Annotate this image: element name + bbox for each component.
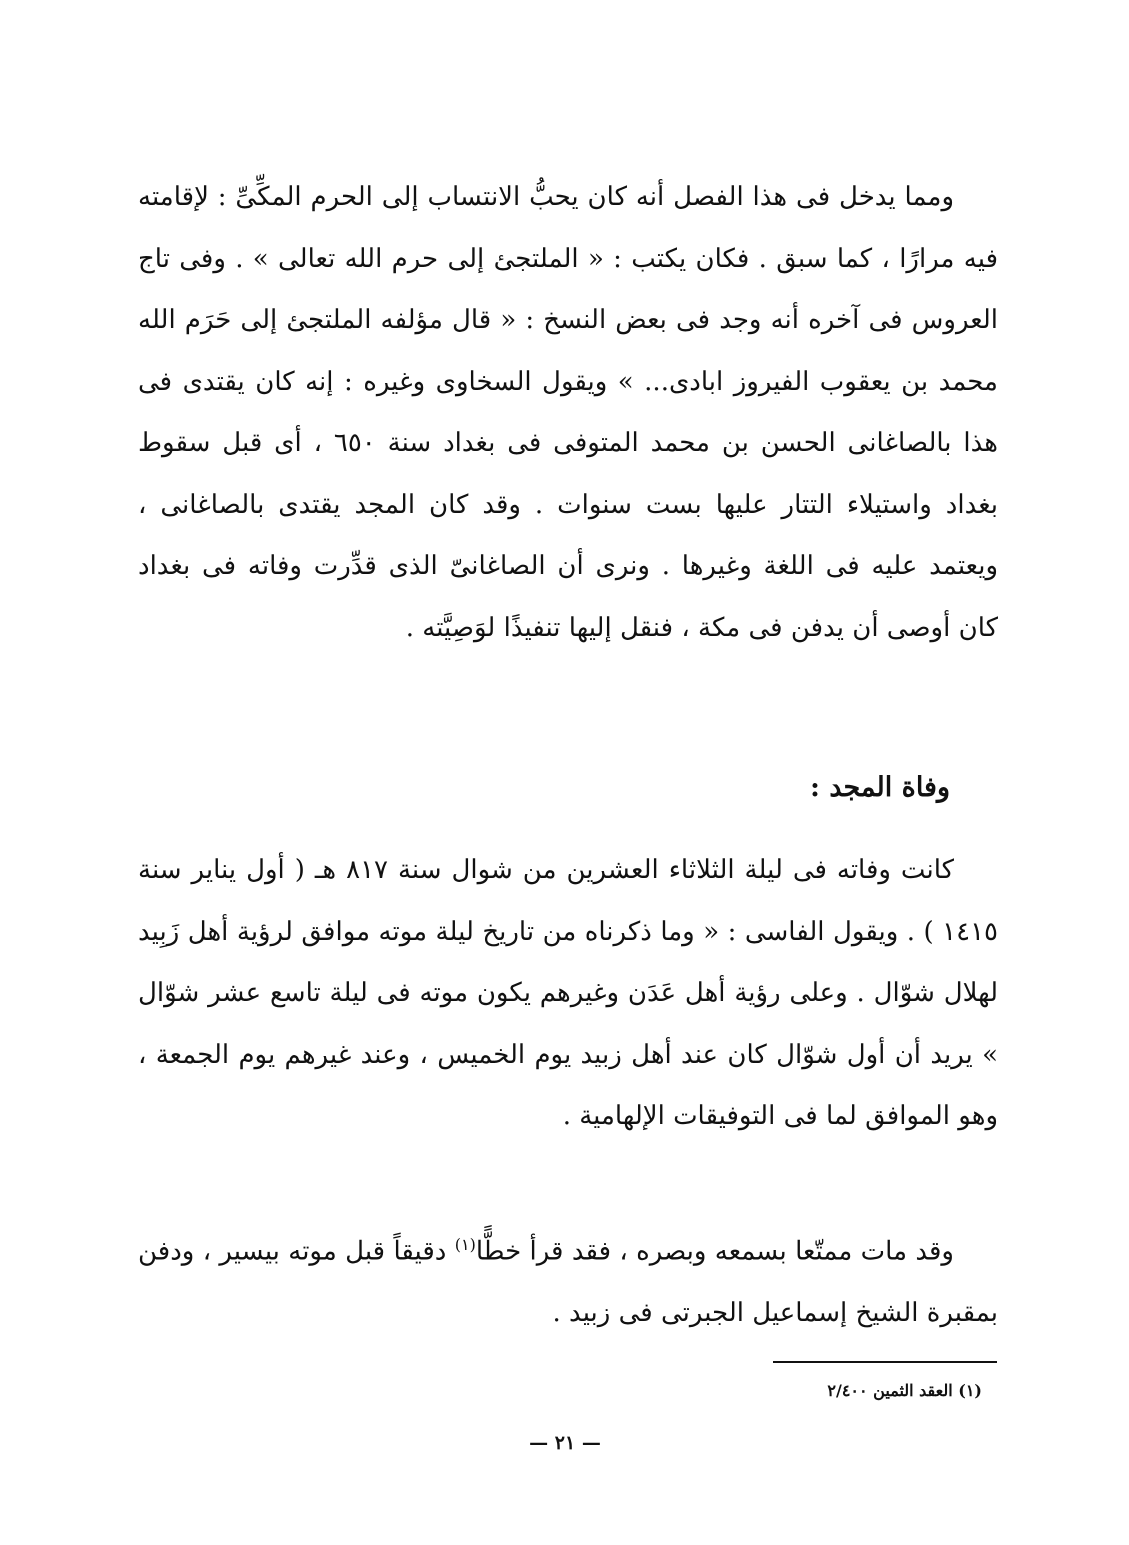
paragraph-text-end: دقيقاً قبل موته بيسير ، ودفن بمقبرة الشيخ إسماعيل الجبرتى فى زبيد . xyxy=(138,1236,998,1329)
paragraph-text: كانت وفاته فى ليلة الثلاثاء العشرين من شوال سنة ٨١٧ هـ ( أول يناير سنة ١٤١٥ ) . ويقول الفاسى : « وما ذكرناه من تاريخ ليلة موته موافق لرؤية أهل زَبِيد لهلال شوّال . وعلى رؤية أهل عَدَن وغيرهم يكون موته فى ليلة تاسع عشر شوّال » يريد أن أول شوّال كان عند أهل زبيد يوم الخميس ، وعند غيرهم يوم الجمعة ، وهو الموافق لما فى التوفيقات الإلهامية . xyxy=(138,855,998,1131)
section-heading: وفاة المجد : xyxy=(809,772,950,803)
paragraph-death-date xyxy=(138,840,998,1148)
footnote: (١) العقد الثمين ٢/٤٠٠ xyxy=(827,1381,982,1400)
footnote-divider xyxy=(773,1361,997,1363)
page-number: — ٢١ — xyxy=(529,1432,601,1454)
footnote-reference: (١) xyxy=(454,1235,476,1254)
paragraph-burial xyxy=(138,1214,998,1345)
paragraph-text: ومما يدخل فى هذا الفصل أنه كان يحبُّ الانتساب إلى الحرم المكِّىِّ : لإقامته فيه مرارًا ، كما سبق . فكان يكتب : « الملتجئ إلى حرم الله تعالى » . وفى تاج العروس فى آخره أنه وجد فى بعض النسخ : « قال مؤلفه الملتجئ إلى حَرَم الله محمد بن يعقوب الفيروز ابادى... » ويقول السخاوى وغيره : إنه كان يقتدى فى هذا بالصاغانى الحسن بن محمد المتوفى فى بغداد سنة ٦٥٠ ، أى قبل سقوط بغداد واستيلاء التتار عليها بست سنوات . وقد كان المجد يقتدى بالصاغانى ، ويعتمد عليه فى اللغة وغيرها . ونرى أن الصاغانىّ الذى قدِّرت وفاته فى بغداد كان أوصى أن يدفن فى مكة ، فنقل إليها تنفيذًا لوَصِيَّته . xyxy=(138,182,998,643)
paragraph-text xyxy=(138,1214,998,1345)
paragraph-text-start: وقد مات ممتّعا بسمعه وبصره ، فقد قرأ خطًّا xyxy=(475,1236,954,1267)
paragraph-intro xyxy=(138,167,998,659)
